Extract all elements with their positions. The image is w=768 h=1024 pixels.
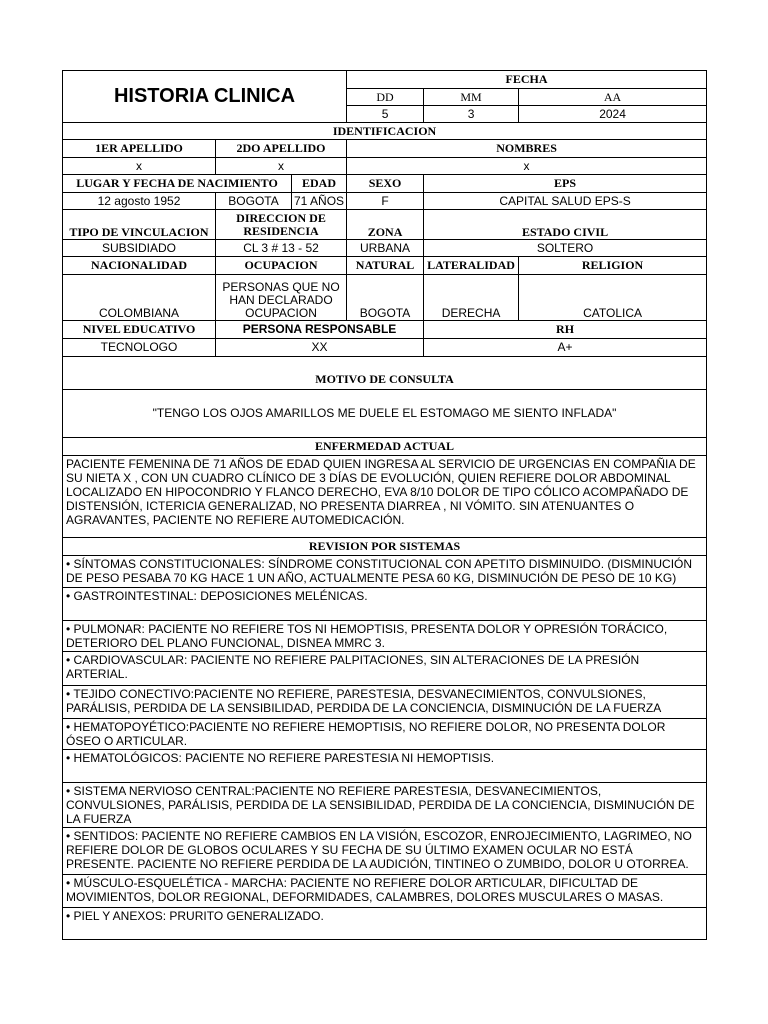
revision-sistemas-header: REVISION POR SISTEMAS: [63, 538, 707, 556]
ocupacion-value: PERSONAS QUE NO HAN DECLARADO OCUPACION: [216, 275, 347, 321]
lateralidad-value: DERECHA: [424, 275, 519, 321]
sistema-constitucionales: • SÍNTOMAS CONSTITUCIONALES: SÍNDROME CONSTITUCIONAL CON APETITO DISMINUIDO. (DISMINUCIÓN DE PESO PESABA 70 KG HACE 1 UN AÑO, ACTUALMENTE PESA 60 KG, DISMINUCIÓN DE PESO DE 10 KG): [63, 556, 707, 588]
motivo-consulta-text: "TENGO LOS OJOS AMARILLOS ME DUELE EL ESTOMAGO ME SIENTO INFLADA": [63, 390, 707, 438]
sistema-sentidos: • SENTIDOS: PACIENTE NO REFIERE CAMBIOS EN LA VISIÓN, ESCOZOR, ENROJECIMIENTO, LAGRIMEO, NO REFIERE DOLOR DE GLOBOS OCULARES Y SU FECHA DE SU ÚLTIMO EXAMEN OCULAR NO ESTÁ PRESENTE. PACIENTE NO REFIERE PERDIDA DE LA AUDICIÓN, TINTINEO O ZUMBIDO, DOLOR U OTORREA.: [63, 828, 707, 875]
natural-value: BOGOTA: [347, 275, 424, 321]
sistema-nervioso-central: • SISTEMA NERVIOSO CENTRAL:PACIENTE NO REFIERE PARESTESIA, DESVANECIMIENTOS, CONVULSIONES, PARÁLISIS, PERDIDA DE LA SENSIBILIDAD, PERDIDA DE LA CONCIENCIA, DISMINUCIÓN DE LA FUERZA: [63, 783, 707, 828]
enfermedad-actual-header: ENFERMEDAD ACTUAL: [63, 438, 707, 456]
religion-label: RELIGION: [519, 257, 707, 275]
estado-civil-value: SOLTERO: [424, 240, 707, 257]
nivel-educativo-label: NIVEL EDUCATIVO: [63, 321, 216, 339]
fecha-dd-label: DD: [347, 89, 424, 106]
sistema-gastrointestinal: • GASTROINTESTINAL: DEPOSICIONES MELÉNICAS.: [63, 588, 707, 621]
sistema-tejido-conectivo: • TEJIDO CONECTIVO:PACIENTE NO REFIERE, PARESTESIA, DESVANECIMIENTOS, CONVULSIONES, PARÁLISIS, PERDIDA DE LA SENSIBILIDAD, PERDIDA DE LA CONCIENCIA, DISMINUCIÓN DE LA FUERZA: [63, 686, 707, 719]
direccion-value: CL 3 # 13 - 52: [216, 240, 347, 257]
lugar-nacimiento-value: BOGOTA: [216, 193, 292, 210]
tipo-vinculacion-label: TIPO DE VINCULACION: [63, 210, 216, 240]
identificacion-header: IDENTIFICACION: [63, 123, 707, 140]
clinical-history-form: [62, 70, 707, 940]
nivel-educativo-value: TECNOLOGO: [63, 339, 216, 357]
rh-label: RH: [424, 321, 707, 339]
fecha-header: FECHA: [347, 71, 707, 89]
ocupacion-label: OCUPACION: [216, 257, 347, 275]
nacionalidad-label: NACIONALIDAD: [63, 257, 216, 275]
tipo-vinculacion-value: SUBSIDIADO: [63, 240, 216, 257]
lateralidad-label: LATERALIDAD: [424, 257, 519, 275]
zona-value: URBANA: [347, 240, 424, 257]
estado-civil-label: ESTADO CIVIL: [424, 210, 707, 240]
fecha-dd-value: 5: [347, 106, 424, 123]
sistema-musculo-esqueletica: • MÚSCULO-ESQUELÉTICA - MARCHA: PACIENTE NO REFIERE DOLOR ARTICULAR, DIFICULTAD DE MOVIMIENTOS, DOLOR REGIONAL, DEFORMIDADES, CALAMBRES, DOLORES MUSCULARES O MASAS.: [63, 875, 707, 908]
lugar-fecha-nac-label: LUGAR Y FECHA DE NACIMIENTO: [63, 175, 292, 193]
natural-label: NATURAL: [347, 257, 424, 275]
direccion-label: DIRECCION DE RESIDENCIA: [216, 210, 347, 240]
rh-value: A+: [424, 339, 707, 357]
motivo-consulta-header: MOTIVO DE CONSULTA: [63, 357, 707, 390]
edad-label: EDAD: [292, 175, 347, 193]
apellido1-label: 1ER APELLIDO: [63, 140, 216, 158]
sistema-hematologicos: • HEMATOLÓGICOS: PACIENTE NO REFIERE PARESTESIA NI HEMOPTISIS.: [63, 750, 707, 783]
sistema-cardiovascular: • CARDIOVASCULAR: PACIENTE NO REFIERE PALPITACIONES, SIN ALTERACIONES DE LA PRESIÓN ARTERIAL.: [63, 652, 707, 686]
sexo-label: SEXO: [347, 175, 424, 193]
religion-value: CATOLICA: [519, 275, 707, 321]
sexo-value: F: [347, 193, 424, 210]
fecha-mm-value: 3: [424, 106, 519, 123]
persona-responsable-value: XX: [216, 339, 424, 357]
sistema-pulmonar: • PULMONAR: PACIENTE NO REFIERE TOS NI HEMOPTISIS, PRESENTA DOLOR Y OPRESIÓN TORÁCICO, DETERIORO DEL PLANO FUNCIONAL, DISNEA MMRC 3.: [63, 621, 707, 652]
edad-value: 71 AÑOS: [292, 193, 347, 210]
persona-responsable-label: PERSONA RESPONSABLE: [216, 321, 424, 339]
apellido2-label: 2DO APELLIDO: [216, 140, 347, 158]
enfermedad-actual-text: PACIENTE FEMENINA DE 71 AÑOS DE EDAD QUIEN INGRESA AL SERVICIO DE URGENCIAS EN COMPAÑIA DE SU NIETA X , CON UN CUADRO CLÍNICO DE 3 DÍAS DE EVOLUCIÓN, QUIEN REFIERE DOLOR ABDOMINAL LOCALIZADO EN HIPOCONDRIO Y FLANCO DERECHO, EVA 8/10 DOLOR DE TIPO CÓLICO ACOMPAÑADO DE DISTENSIÓN, ICTERICIA GENERALIZAD, NO PRESENTA DIARREA , NI VÓMITO. SIN ATENUANTES O AGRAVANTES, PACIENTE NO REFIERE AUTOMEDICACIÓN.: [63, 456, 707, 538]
fecha-nacimiento-value: 12 agosto 1952: [63, 193, 216, 210]
nacionalidad-value: COLOMBIANA: [63, 275, 216, 321]
apellido2-value: x: [216, 158, 347, 175]
sistema-piel-anexos: • PIEL Y ANEXOS: PRURITO GENERALIZADO.: [63, 908, 707, 940]
fecha-mm-label: MM: [424, 89, 519, 106]
nombres-value: x: [347, 158, 707, 175]
apellido1-value: x: [63, 158, 216, 175]
eps-value: CAPITAL SALUD EPS-S: [424, 193, 707, 210]
form-title: HISTORIA CLINICA: [63, 71, 347, 123]
fecha-aa-label: AA: [519, 89, 707, 106]
zona-label: ZONA: [347, 210, 424, 240]
eps-label: EPS: [424, 175, 707, 193]
fecha-aa-value: 2024: [519, 106, 707, 123]
nombres-label: NOMBRES: [347, 140, 707, 158]
sistema-hematopoyetico: • HEMATOPOYÉTICO:PACIENTE NO REFIERE HEMOPTISIS, NO REFIERE DOLOR, NO PRESENTA DOLOR ÓSEO O ARTICULAR.: [63, 719, 707, 750]
